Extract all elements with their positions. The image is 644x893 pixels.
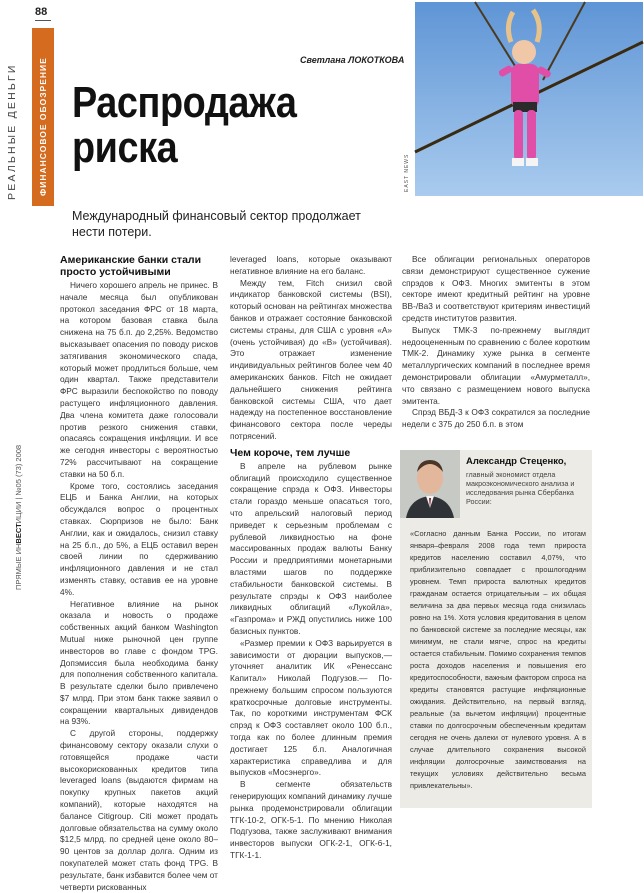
- section-label: РЕАЛЬНЫЕ ДЕНЬГИ: [6, 63, 18, 200]
- paragraph: leveraged loans, которые оказывают негативное влияние на его баланс.: [230, 254, 392, 276]
- paragraph: Между тем, Fitch снизил свой индикатор банковской системы (BSI), который основан на рейтингах множества банков и отражает состояние банковской системы страны, для США с уровня «А» (очень устойчивая) до «В» (устойчивая). Это отражает изменение индивидуальных рейтингов более чем 40 американских банков. Fitch не ожидает дальнейшего снижения рейтинга банковской системы США, что дает надежду на постепенное восстановление финансового сектора после череды потрясений.: [230, 277, 392, 441]
- photo-credit: EAST NEWS: [404, 153, 410, 192]
- article-headline: [72, 80, 356, 170]
- expert-quote: «Согласно данным Банка России, по итогам января–февраля 2008 года темп прироста кредитов населению составил 4,07%, что приблизительно совпадает с прошлогодним уровнем. Темп прироста валютных кредитов гражданам остается отрицательным – их общая величина за два первых месяца года снизилась ровно на 1%. Хотя условия кредитования в целом по банковской системе за последние месяцы, как минимум, не стали мягче, спрос на кредиты остается стабильным. Помимо сохранения темпов роста доходов населения и повышения его кредитоспособности, важным фактором спроса на кредиты становятся растущие инфляционные ожидания. Действительно, на первый взгляд, реальные (за вычетом инфляции) процентные ставки по долгосрочным обеспеченным кредитам сегодня не очень далеки от нулевого уровня. А в случае длительного сохранения высокой инфляции долгосрочные заимствования на текущих условиях действительно весьма привлекательны».: [410, 529, 586, 790]
- article-subtitle: Международный финансовый сектор продолжает нести потери.: [72, 209, 361, 239]
- paragraph: В сегменте обязательств генерирующих компаний динамику лучше рынка продемонстрировали облигации ТГК-10-2, ОГК-5-1. По мнению Николая Подгузова, также заслуживают внимания инвесторов выпуски ОГК-2-1, ОГК-6-1, ТГК-1-1.: [230, 779, 392, 861]
- rubric-label: ФИНАНСОВОЕ ОБОЗРЕНИЕ: [38, 57, 48, 196]
- headline-line-1: Распродажа: [72, 78, 297, 127]
- paragraph: «Размер премии к ОФЗ варьируется в зависимости от дюрации выпусков,— уточняет аналитик ИК «Ренессанс Капитал» Николай Подгузов.— По-прежнему большим спросом пользуются краткосрочные долговые инструменты. Так, по короткими инструментам ФСК спрэд к ОФЗ составляет около 100 б.п., тогда как по более длинным премия достигает 125 б.п. Аналогичная характеристика справедлива и для выпусков «Мосэнерго».: [230, 637, 392, 778]
- bungee-photo: [415, 2, 643, 196]
- paragraph: Выпуск ТМК-3 по-прежнему выглядит недооцененным по сравнению с более коротким ТМК-2. Динамику хуже рынка в сегменте металлургических компаний в последнее время демонстрировали облигации «Амурметалл», что связано с размещением нового выпуска эмитента.: [402, 324, 590, 406]
- page-number: 88: [35, 6, 48, 18]
- expert-title: главный экономист отдела макроэкономического анализа и исследования рынка Сбербанка России:: [466, 470, 575, 506]
- article-author: Светлана ЛОКОТКОВА: [300, 55, 405, 65]
- paragraph: Кроме того, состоялись заседания ЕЦБ и Банка Англии, на которых обсуждался вопрос о процентных ставках. Сюрпризов не было: Банк Англии, как и ожидалось, снизил ставку на 25 б.п., до 5%, а ЕЦБ оставил верен своей линии по сдерживанию инфляционного давления и не стал изменять ставку, оставив ее на уровне 4%.: [60, 480, 218, 597]
- article-column-2: [230, 254, 392, 862]
- magazine-issue: [14, 445, 23, 590]
- expert-portrait: [400, 450, 460, 518]
- magazine-issue-post: ИЦИИ | №05 (73) 2008: [14, 444, 23, 524]
- paragraph: С другой стороны, поддержку финансовому сектору оказали слухи о готовящейся продаже части высокорискованных кредитов типа leveraged loans (выдаются фирмам на покупку крупных пакетов акций компаний), которые находятся на балансе Citigroup. Citi может продать долговые обязательства на сумму около $12,5 млрд. по средней цене около 80–90 центов за доллар долга. Одним из покупателей может стать фонд TPG. В результате, банк избавится более чем от четверти рискованных: [60, 728, 218, 892]
- headline-line-2: риска: [72, 123, 178, 172]
- article-column-3: [402, 254, 590, 431]
- magazine-issue-pre: ПРЯМЫЕ ИН: [14, 543, 23, 590]
- paragraph: В апреле на рублевом рынке облигаций происходило существенное сокращение спрэда к ОФЗ. Инвесторы стали гораздо меньше опасаться того, что апрельский налоговый период приведет к серьезным проблемам с рублевой ликвидностью на фоне массированных продаж валюты Банку России и предприятиями монетарными властями шагов по поддержке стабильности банковской системы. В результате спрэды к ОФЗ наиболее ликвидных облигаций «Лукойла», «Газпрома» и РЖД опустились ниже 100 базисных пунктов.: [230, 460, 392, 636]
- article-column-1: [60, 254, 218, 893]
- section-heading: Чем короче, тем лучше: [230, 446, 351, 459]
- paragraph: Ничего хорошего апрель не принес. В начале месяца был опубликован протокол заседания ФРС от 18 марта, на котором базовая ставка была снижена на 75 б.п. до 2,25%. Ведомство высказывает опасения по поводу рисков затягивания экономического спада, который может продлиться больше, чем один квартал. Также представители ФРС выразили беспокойство по поводу растущего инфляционного давления. Два члена комитета даже голосовали против резкого снижения ставки, опасаясь сокращения инфляции. И все же сегодня инвесторы с вероятностью 72% рассчитывают на сокращение ставки на 50 б.п.: [60, 280, 218, 479]
- paragraph: Негативное влияние на рынок оказала и новость о продаже собственных акций банком Washington Mutual ниже рыночной цен группе инвесторов во главе с фондом TPG. Допэмиссия была необходима банку для пополнения собственного капитала. В результате сделки было привлечено $7 млрд. При этом банк также заявил о сокращении квартальных дивидендов на 93%.: [60, 598, 218, 727]
- expert-portrait-illustration: [400, 450, 460, 518]
- paragraph: Все облигации региональных операторов связи демонстрируют существенное сужение спрэдов к ОФЗ. Многих эмитенты в этом секторе имеют кредитный рейтинг на уровне BB-/Ba3 и соответствуют критериям инвестиций средств институтов развития.: [402, 254, 590, 323]
- expert-name: Александр Стеценко,: [466, 456, 567, 467]
- header-rule: [35, 20, 51, 21]
- section-heading: Американские банки стали просто устойчивыми: [60, 254, 202, 278]
- magazine-issue-bold: ВЕСТ: [14, 523, 23, 544]
- paragraph: Спрэд ВБД-3 к ОФЗ сократился за последние недели с 375 до 250 б.п. в этом: [402, 407, 590, 430]
- bungee-photo-illustration: [415, 2, 643, 196]
